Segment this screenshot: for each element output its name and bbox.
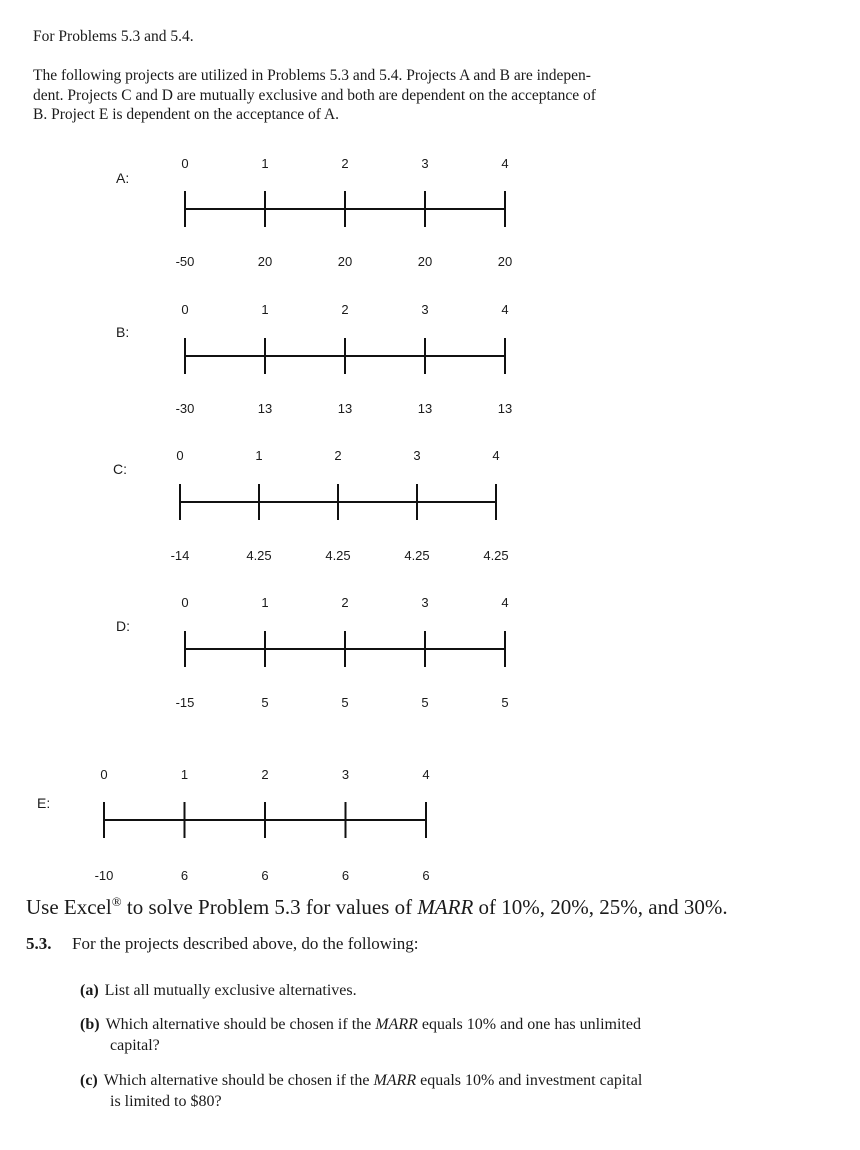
period-label: 1 (261, 156, 269, 171)
problem-number: 5.3. (26, 934, 52, 953)
period-label: 4 (492, 448, 500, 463)
intro-line: The following projects are utilized in Problems 5.3 and 5.4. Projects A and B are indepen- (33, 67, 591, 84)
problem-part-c: (c) Which alternative should be chosen if the MARR equals 10% and investment capital is limited to $80? (80, 1070, 740, 1112)
cash-flow-value: 20 (417, 254, 433, 269)
period-label: 2 (341, 595, 349, 610)
cash-flow-value: 6 (261, 868, 269, 883)
marr-term: MARR (375, 1016, 418, 1033)
period-label: 0 (181, 595, 189, 610)
cash-flow-value: 4.25 (404, 548, 430, 563)
part-letter: (b) (80, 1016, 100, 1033)
period-label: 3 (421, 302, 429, 317)
cash-flow-value: 4.25 (483, 548, 509, 563)
heading: For Problems 5.3 and 5.4. (33, 28, 194, 45)
period-label: 0 (181, 302, 189, 317)
period-label: 4 (501, 156, 509, 171)
cash-flow-value: -14 (170, 548, 190, 563)
period-label: 3 (421, 156, 429, 171)
period-label: 3 (341, 767, 350, 782)
period-label: 1 (180, 767, 189, 782)
period-label: 0 (176, 448, 184, 463)
project-label-b: B: (116, 324, 130, 340)
registered-mark: ® (111, 894, 122, 909)
intro-line: B. Project E is dependent on the acceptance of A. (33, 106, 340, 123)
cash-flow-value: 5 (341, 695, 349, 710)
intro-line: dent. Projects C and D are mutually exclusive and both are dependent on the acceptance of (33, 86, 596, 104)
cash-flow-value: 13 (417, 401, 433, 416)
cash-flow-value: -50 (175, 254, 195, 269)
cash-flow-value: 4.25 (325, 548, 351, 563)
project-label-d: D: (116, 618, 130, 634)
problem-text: For the projects described above, do the following: (72, 934, 419, 953)
project-label-e: E: (37, 795, 51, 811)
problem-statement (26, 934, 419, 954)
problem-part-a (80, 980, 740, 1001)
problem-part-b: (b) Which alternative should be chosen if the MARR equals 10% and one has unlimited capital? (80, 1014, 740, 1056)
cash-flow-value: 6 (422, 868, 430, 883)
period-label: 2 (341, 302, 349, 317)
period-label: 2 (334, 448, 342, 463)
cash-flow-value: -10 (94, 868, 114, 883)
cash-flow-value: 6 (180, 868, 189, 883)
marr-term: MARR (373, 1072, 417, 1089)
cash-flow-value: -15 (175, 695, 195, 710)
part-text-continued: capital? (110, 1037, 160, 1054)
period-label: 0 (181, 156, 189, 171)
cash-flow-value: 6 (341, 868, 350, 883)
cash-flow-value: 5 (501, 695, 509, 710)
period-label: 2 (341, 156, 349, 171)
period-label: 1 (261, 595, 269, 610)
period-label: 1 (261, 302, 269, 317)
part-letter: (a) (80, 982, 99, 999)
period-label: 0 (100, 767, 108, 782)
period-label: 1 (255, 448, 263, 463)
excel-instruction: Use Excel® to solve Problem 5.3 for values of MARR of 10%, 20%, 25%, and 30%. (26, 894, 728, 919)
cash-flow-value: 5 (261, 695, 269, 710)
cash-flow-value: 4.25 (246, 548, 272, 563)
period-label: 4 (501, 302, 509, 317)
part-letter: (c) (80, 1072, 98, 1089)
cash-flow-value: 5 (421, 695, 429, 710)
marr-term: MARR (417, 895, 474, 919)
cash-flow-value: 20 (497, 254, 513, 269)
project-label-c: C: (113, 461, 127, 477)
cash-flow-value: -30 (175, 401, 195, 416)
period-label: 4 (501, 595, 509, 610)
cash-flow-value: 20 (257, 254, 273, 269)
part-text-continued: is limited to $80? (110, 1093, 222, 1110)
cash-flow-value: 13 (337, 401, 353, 416)
period-label: 2 (261, 767, 269, 782)
period-label: 4 (422, 767, 430, 782)
period-label: 3 (413, 448, 421, 463)
part-text: List all mutually exclusive alternatives. (104, 982, 357, 999)
cash-flow-value: 20 (337, 254, 353, 269)
cash-flow-value: 13 (497, 401, 513, 416)
cash-flow-value: 13 (257, 401, 273, 416)
period-label: 3 (421, 595, 429, 610)
project-label-a: A: (116, 170, 130, 186)
